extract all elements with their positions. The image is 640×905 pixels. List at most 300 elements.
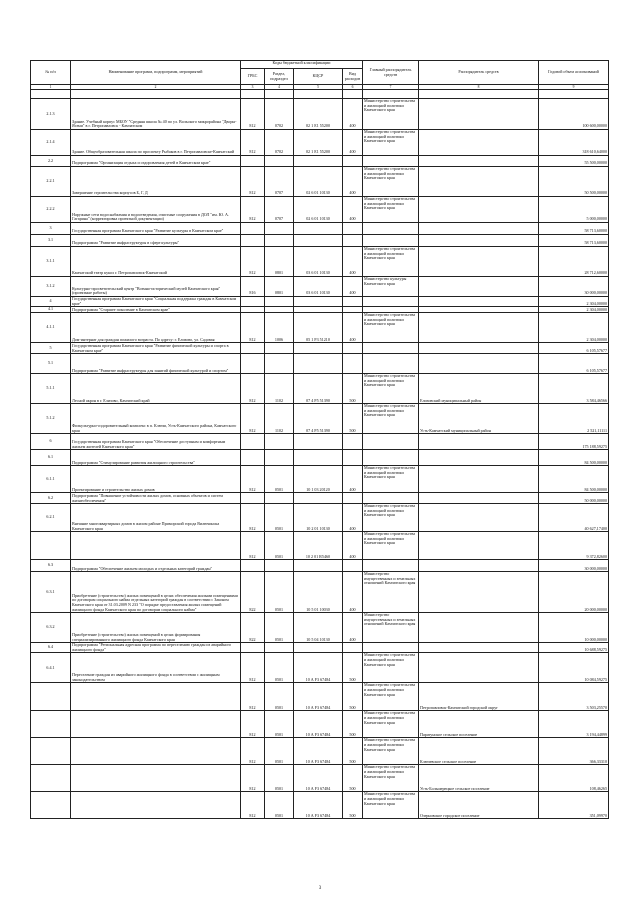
row-glavniy (363, 434, 419, 450)
table-body (31, 90, 609, 819)
row-kcsr: 10 А F3 67484 (294, 653, 343, 683)
row-rasp: Елизовский муниципальный район (419, 374, 539, 404)
row-rasp: Озерновское городское поселение (419, 792, 539, 819)
row-rasp (419, 130, 539, 156)
row-vr (343, 90, 363, 99)
row-razdel: 0501 (265, 653, 294, 683)
row-kcsr: 10 А F3 67484 (294, 683, 343, 711)
row-grbs (241, 343, 265, 354)
row-grbs (241, 560, 265, 572)
row-grbs: 812 (241, 374, 265, 404)
row-vr: 500 (343, 711, 363, 738)
row-rasp (419, 572, 539, 613)
table-row (31, 643, 609, 653)
table-row (31, 504, 609, 532)
table-row (31, 450, 609, 466)
row-number: 2.1.3 (31, 99, 71, 130)
row-razdel: 0501 (265, 711, 294, 738)
row-sum: 30 000,00000 (539, 560, 609, 572)
row-razdel: 0501 (265, 532, 294, 560)
row-sum: 10 084,59275 (539, 653, 609, 683)
row-rasp (419, 354, 539, 374)
row-number: 6.2.1 (31, 504, 71, 532)
row-rasp (419, 643, 539, 653)
header-rasp: Распорядитель средств (419, 61, 539, 85)
row-kcsr (294, 434, 343, 450)
row-sum: 20 000,00000 (539, 572, 609, 613)
row-vr (343, 354, 363, 374)
row-vr: 400 (343, 613, 363, 643)
row-razdel (265, 354, 294, 374)
row-name: Приобретение (строительство) жилых помещений в целях формирования специализированного жилищного фонда Камчатского края (71, 613, 241, 643)
table-row (31, 434, 609, 450)
row-sum: 58 713,60000 (539, 235, 609, 247)
table-row (31, 130, 609, 156)
row-number: 6.1 (31, 450, 71, 466)
row-name: Здание. Общеобразовательная школа по проспекту Рыбаков в г. Петропавловске-Камчатский (71, 130, 241, 156)
header-obem: Годовой объем ассигнований (539, 61, 609, 85)
row-kcsr: 07 4 P5 51390 (294, 404, 343, 434)
row-vr (343, 560, 363, 572)
row-name: Камчатский театр кукол г. Петропавловск-Камчатский (71, 247, 241, 277)
header-name: Наименование программ, подпрограмм, мероприятий (71, 61, 241, 85)
row-grbs (241, 235, 265, 247)
row-razdel: 0501 (265, 613, 294, 643)
table-row (31, 167, 609, 197)
row-kcsr: 10 А F3 67484 (294, 792, 343, 819)
row-name: Подпрограмма "Организация отдыха и оздоровления детей в Камчатском крае" (71, 156, 241, 167)
row-name: Культурно-просветительский центр "Военно-исторический музей Камчатского края" (проектные работы) (71, 277, 241, 297)
row-sum: 108,46265 (539, 765, 609, 792)
row-glavniy (363, 450, 419, 466)
row-rasp (419, 434, 539, 450)
row-glavniy: Министерство строительства и жилищной политики Камчатского края (363, 374, 419, 404)
row-razdel: 0501 (265, 504, 294, 532)
row-vr (343, 297, 363, 307)
row-rasp (419, 313, 539, 343)
table-row (31, 572, 609, 613)
row-rasp (419, 90, 539, 99)
header-vr: Вид расходов (343, 69, 363, 85)
row-vr (343, 493, 363, 504)
row-vr (343, 643, 363, 653)
row-grbs (241, 297, 265, 307)
row-number (31, 90, 71, 99)
row-grbs: 812 (241, 313, 265, 343)
table-row (31, 247, 609, 277)
row-rasp (419, 247, 539, 277)
table-row (31, 532, 609, 560)
row-number: 6.4.1 (31, 653, 71, 683)
row-razdel (265, 223, 294, 235)
row-sum: 366,33310 (539, 738, 609, 765)
row-rasp (419, 504, 539, 532)
row-sum: 3 503,25570 (539, 683, 609, 711)
row-rasp: Петропавловск-Камчатский городской округ (419, 683, 539, 711)
row-vr (343, 343, 363, 354)
row-razdel (265, 560, 294, 572)
row-number (31, 532, 71, 560)
row-sum: 6 105,57677 (539, 343, 609, 354)
row-grbs (241, 156, 265, 167)
row-rasp (419, 532, 539, 560)
row-razdel: 1006 (265, 313, 294, 343)
row-rasp (419, 223, 539, 235)
row-grbs: 812 (241, 653, 265, 683)
row-glavniy: Министерство строительства и жилищной политики Камчатского края (363, 99, 419, 130)
row-sum: 30 000,00000 (539, 277, 609, 297)
colnum: 8 (419, 85, 539, 90)
table-row (31, 354, 609, 374)
row-razdel: 0501 (265, 738, 294, 765)
row-glavniy: Министерство строительства и жилищной политики Камчатского края (363, 313, 419, 343)
row-rasp (419, 167, 539, 197)
row-number: 6 (31, 434, 71, 450)
row-grbs: 812 (241, 99, 265, 130)
table-row (31, 374, 609, 404)
row-sum: 3 194,44899 (539, 711, 609, 738)
row-rasp (419, 99, 539, 130)
table-row (31, 235, 609, 247)
row-name: Подпрограмма "Развитие инфраструктуры для занятий физической культурой и спортом" (71, 354, 241, 374)
row-sum: 50 500,00000 (539, 167, 609, 197)
table-row (31, 738, 609, 765)
row-kcsr: 10 1 03 20120 (294, 466, 343, 493)
row-grbs: 812 (241, 466, 265, 493)
row-glavniy: Министерство строительства и жилищной политики Камчатского края (363, 466, 419, 493)
row-kcsr (294, 223, 343, 235)
row-name (71, 90, 241, 99)
row-kcsr: 03 6 01 10130 (294, 277, 343, 297)
row-sum: 5 000,00000 (539, 197, 609, 223)
row-razdel: 0801 (265, 247, 294, 277)
row-rasp (419, 613, 539, 643)
row-glavniy (363, 235, 419, 247)
row-name: Приобретение (строительство) жилых помещений в целях обеспечения жилыми помещениями по договорам социального найма отдельных категорий граждан в соответствии с Законом Камчатского края от 31.03.2009 N 233 "О порядке предоставления жилых помещений жилищного фонда Камчатского края по договорам социального найма" (71, 572, 241, 613)
row-grbs: 812 (241, 738, 265, 765)
colnum: 2 (71, 85, 241, 90)
row-kcsr (294, 343, 343, 354)
row-vr: 400 (343, 277, 363, 297)
row-rasp: Паратунское сельское поселение (419, 711, 539, 738)
row-kcsr: 10 2 01 10130 (294, 504, 343, 532)
row-glavniy: Министерство строительства и жилищной политики Камчатского края (363, 504, 419, 532)
row-glavniy: Министерство строительства и жилищной политики Камчатского края (363, 532, 419, 560)
row-razdel (265, 434, 294, 450)
row-sum: 2 304,00000 (539, 297, 609, 307)
table-row (31, 560, 609, 572)
header-glavniy: Главный распорядитель средств (363, 61, 419, 85)
row-number: 5 (31, 343, 71, 354)
row-razdel: 0702 (265, 99, 294, 130)
row-number: 4.1 (31, 307, 71, 313)
row-vr (343, 434, 363, 450)
row-vr: 400 (343, 130, 363, 156)
table-row (31, 466, 609, 493)
row-name: Подпрограмма "Развитие инфраструктуры в сфере культуры" (71, 235, 241, 247)
budget-table (30, 60, 609, 819)
row-name: Здание. Учебный корпус МБОУ "Средняя школа № 40 по ул. Вольского микрорайона "Дворы-Ясени" в г. Петропавловск - Камчатском (71, 99, 241, 130)
row-razdel: 0501 (265, 792, 294, 819)
row-razdel: 0707 (265, 167, 294, 197)
row-vr: 400 (343, 313, 363, 343)
row-grbs: 822 (241, 613, 265, 643)
row-number: 6.3.1 (31, 572, 71, 613)
row-glavniy (363, 643, 419, 653)
row-sum: 10 000,00000 (539, 613, 609, 643)
row-glavniy: Министерство строительства и жилищной политики Камчатского края (363, 683, 419, 711)
row-sum: 9 372,82600 (539, 532, 609, 560)
row-razdel: 1102 (265, 404, 294, 434)
row-sum: 175 188,59275 (539, 434, 609, 450)
row-number: 2.2 (31, 156, 71, 167)
row-number: 3.1.1 (31, 247, 71, 277)
row-number: 6.3 (31, 560, 71, 572)
row-vr: 400 (343, 247, 363, 277)
row-name: Завершение строительства корпусов Б, Г, Д (71, 167, 241, 197)
row-razdel: 0501 (265, 572, 294, 613)
row-grbs (241, 643, 265, 653)
row-sum: 6 105,57677 (539, 354, 609, 374)
row-grbs: 812 (241, 711, 265, 738)
row-vr: 400 (343, 167, 363, 197)
row-glavniy: Министерство строительства и жилищной политики Камчатского края (363, 653, 419, 683)
row-sum: 2 304,00000 (539, 313, 609, 343)
row-number: 5.1 (31, 354, 71, 374)
row-name: Подпрограмма "Обеспечение жильем молодых и отдельных категорий граждан" (71, 560, 241, 572)
table-row (31, 711, 609, 738)
row-grbs: 812 (241, 197, 265, 223)
row-kcsr (294, 156, 343, 167)
row-rasp (419, 235, 539, 247)
colnum: 3 (241, 85, 265, 90)
row-kcsr (294, 235, 343, 247)
row-kcsr (294, 560, 343, 572)
row-kcsr: 05 1 P3 51210 (294, 313, 343, 343)
row-kcsr (294, 493, 343, 504)
row-grbs: 812 (241, 765, 265, 792)
row-number (31, 738, 71, 765)
row-name: Подпрограмма "Региональная адресная программа по переселению граждан из аварийного жилищного фонда" (71, 643, 241, 653)
row-vr: 500 (343, 683, 363, 711)
row-grbs: 812 (241, 247, 265, 277)
row-grbs: 812 (241, 792, 265, 819)
row-number: 2.1.4 (31, 130, 71, 156)
row-number: 6.2 (31, 493, 71, 504)
row-glavniy (363, 493, 419, 504)
row-kcsr: 10 5 01 10030 (294, 572, 343, 613)
table-row (31, 90, 609, 99)
row-kcsr: 02 6 01 10130 (294, 167, 343, 197)
row-grbs: 812 (241, 532, 265, 560)
row-kcsr (294, 643, 343, 653)
row-kcsr (294, 354, 343, 374)
row-name: Переселение граждан из аварийного жилищного фонда в соответствии с жилищным законодательством (71, 653, 241, 683)
row-kcsr (294, 297, 343, 307)
row-glavniy: Министерство имущественных и земельных отношений Камчатского края (363, 613, 419, 643)
row-vr: 500 (343, 738, 363, 765)
row-glavniy: Министерство строительства и жилищной политики Камчатского края (363, 197, 419, 223)
row-rasp (419, 197, 539, 223)
row-grbs: 816 (241, 277, 265, 297)
header-grbs: ГРБС (241, 69, 265, 85)
row-razdel: 0707 (265, 197, 294, 223)
colnum: 9 (539, 85, 609, 90)
row-rasp (419, 560, 539, 572)
colnum: 5 (294, 85, 343, 90)
row-vr (343, 450, 363, 466)
table-row (31, 313, 609, 343)
row-number (31, 792, 71, 819)
row-sum: 28 712,60000 (539, 247, 609, 277)
row-razdel: 0501 (265, 466, 294, 493)
row-sum: 84 500,00000 (539, 450, 609, 466)
row-glavniy (363, 156, 419, 167)
row-grbs: 812 (241, 167, 265, 197)
row-razdel: 0702 (265, 130, 294, 156)
row-name: Подпрограмма "Старшее поколение в Камчатском крае" (71, 307, 241, 313)
table-header-row (31, 61, 609, 69)
row-number: 5.1.1 (31, 374, 71, 404)
row-kcsr: 10 А F3 67484 (294, 711, 343, 738)
row-glavniy (363, 354, 419, 374)
row-grbs (241, 493, 265, 504)
row-razdel: 0501 (265, 765, 294, 792)
row-vr (343, 235, 363, 247)
row-number: 3.1 (31, 235, 71, 247)
row-sum: 50 000,00000 (539, 493, 609, 504)
row-name: Лесной акрон в г. Елизово, Камчатский край (71, 374, 241, 404)
row-vr: 500 (343, 653, 363, 683)
row-kcsr (294, 450, 343, 466)
row-name: Подпрограмма "Повышение устойчивости жилых домов, основных объектов и систем жизнеобеспечения" (71, 493, 241, 504)
colnum: 6 (343, 85, 363, 90)
row-rasp (419, 343, 539, 354)
row-rasp: Усть-Камчатский муниципальный район (419, 404, 539, 434)
row-razdel (265, 235, 294, 247)
row-number (31, 765, 71, 792)
table-row (31, 653, 609, 683)
row-glavniy: Министерство строительства и жилищной политики Камчатского края (363, 130, 419, 156)
row-vr: 500 (343, 404, 363, 434)
row-sum: 3 584,46566 (539, 374, 609, 404)
row-name: Внешние многоквартирных домов в жилом районе Приморский города Вилючинска Камчатского края (71, 504, 241, 532)
row-name (71, 738, 241, 765)
row-kcsr: 10 А F3 67484 (294, 738, 343, 765)
row-glavniy: Министерство строительства и жилищной политики Камчатского края (363, 792, 419, 819)
row-number: 3.1.2 (31, 277, 71, 297)
row-rasp (419, 493, 539, 504)
row-rasp (419, 297, 539, 307)
row-number: 5.1.2 (31, 404, 71, 434)
row-glavniy (363, 560, 419, 572)
row-sum: 40 627,17400 (539, 504, 609, 532)
row-grbs (241, 223, 265, 235)
colnum: 1 (31, 85, 71, 90)
row-razdel (265, 493, 294, 504)
row-sum: 58 713,60000 (539, 223, 609, 235)
row-name: Государственная программа Камчатского края "Социальная поддержка граждан в Камчатском крае" (71, 297, 241, 307)
row-razdel (265, 450, 294, 466)
row-kcsr: 02 1 E1 55200 (294, 99, 343, 130)
table-row (31, 277, 609, 297)
row-kcsr: 03 6 01 10130 (294, 247, 343, 277)
row-razdel (265, 643, 294, 653)
row-name (71, 711, 241, 738)
row-sum: 10 688,59275 (539, 643, 609, 653)
row-number: 4.1.1 (31, 313, 71, 343)
row-grbs: 822 (241, 572, 265, 613)
row-razdel (265, 297, 294, 307)
row-glavniy (363, 90, 419, 99)
row-razdel (265, 343, 294, 354)
row-name: Государственная программа Камчатского края "Обеспечение доступным и комфортным жильем жителей Камчатского края" (71, 434, 241, 450)
header-razdel: Раздел, подраздел (265, 69, 294, 85)
row-number: 6.4 (31, 643, 71, 653)
table-row (31, 613, 609, 643)
row-name: Государственная программа Камчатского края "Развитие культуры в Камчатском крае" (71, 223, 241, 235)
row-kcsr: 02 6 01 10130 (294, 197, 343, 223)
row-glavniy: Министерство строительства и жилищной политики Камчатского края (363, 404, 419, 434)
row-razdel (265, 156, 294, 167)
row-sum: 351,09970 (539, 792, 609, 819)
row-number: 2.2.1 (31, 167, 71, 197)
row-vr: 500 (343, 792, 363, 819)
row-number (31, 711, 71, 738)
row-name: Подпрограмма "Стимулирование развития жилищного строительства" (71, 450, 241, 466)
table-row (31, 197, 609, 223)
row-name: Проектирование и строительство жилых домов (71, 466, 241, 493)
row-sum: 55 500,00000 (539, 156, 609, 167)
row-vr: 400 (343, 572, 363, 613)
row-grbs: 812 (241, 130, 265, 156)
header-codes: Коды бюджетной классификации (241, 61, 363, 69)
row-sum: 2 521,11111 (539, 404, 609, 434)
row-rasp (419, 277, 539, 297)
table-row (31, 404, 609, 434)
colnum: 4 (265, 85, 294, 90)
row-rasp (419, 450, 539, 466)
row-grbs (241, 354, 265, 374)
row-vr: 400 (343, 197, 363, 223)
table-row (31, 297, 609, 307)
row-number: 6.1.1 (31, 466, 71, 493)
row-vr: 500 (343, 765, 363, 792)
row-glavniy (363, 343, 419, 354)
row-razdel: 1102 (265, 374, 294, 404)
table-row (31, 792, 609, 819)
row-vr: 500 (343, 374, 363, 404)
row-number (31, 683, 71, 711)
row-rasp: Ключевское сельское поселение (419, 738, 539, 765)
table-row (31, 99, 609, 130)
row-rasp (419, 653, 539, 683)
row-vr: 400 (343, 532, 363, 560)
row-number: 4 (31, 297, 71, 307)
row-vr: 400 (343, 466, 363, 493)
row-razdel: 0501 (265, 683, 294, 711)
row-grbs: 812 (241, 504, 265, 532)
row-number: 2.2.2 (31, 197, 71, 223)
row-name: Государственная программа Камчатского края "Развитие физической культуры и спорта в Камчатском крае" (71, 343, 241, 354)
table-row (31, 683, 609, 711)
row-grbs (241, 450, 265, 466)
row-kcsr (294, 90, 343, 99)
table-row (31, 156, 609, 167)
row-glavniy: Министерство строительства и жилищной политики Камчатского края (363, 711, 419, 738)
row-razdel: 0801 (265, 277, 294, 297)
row-glavniy: Министерство строительства и жилищной политики Камчатского края (363, 738, 419, 765)
